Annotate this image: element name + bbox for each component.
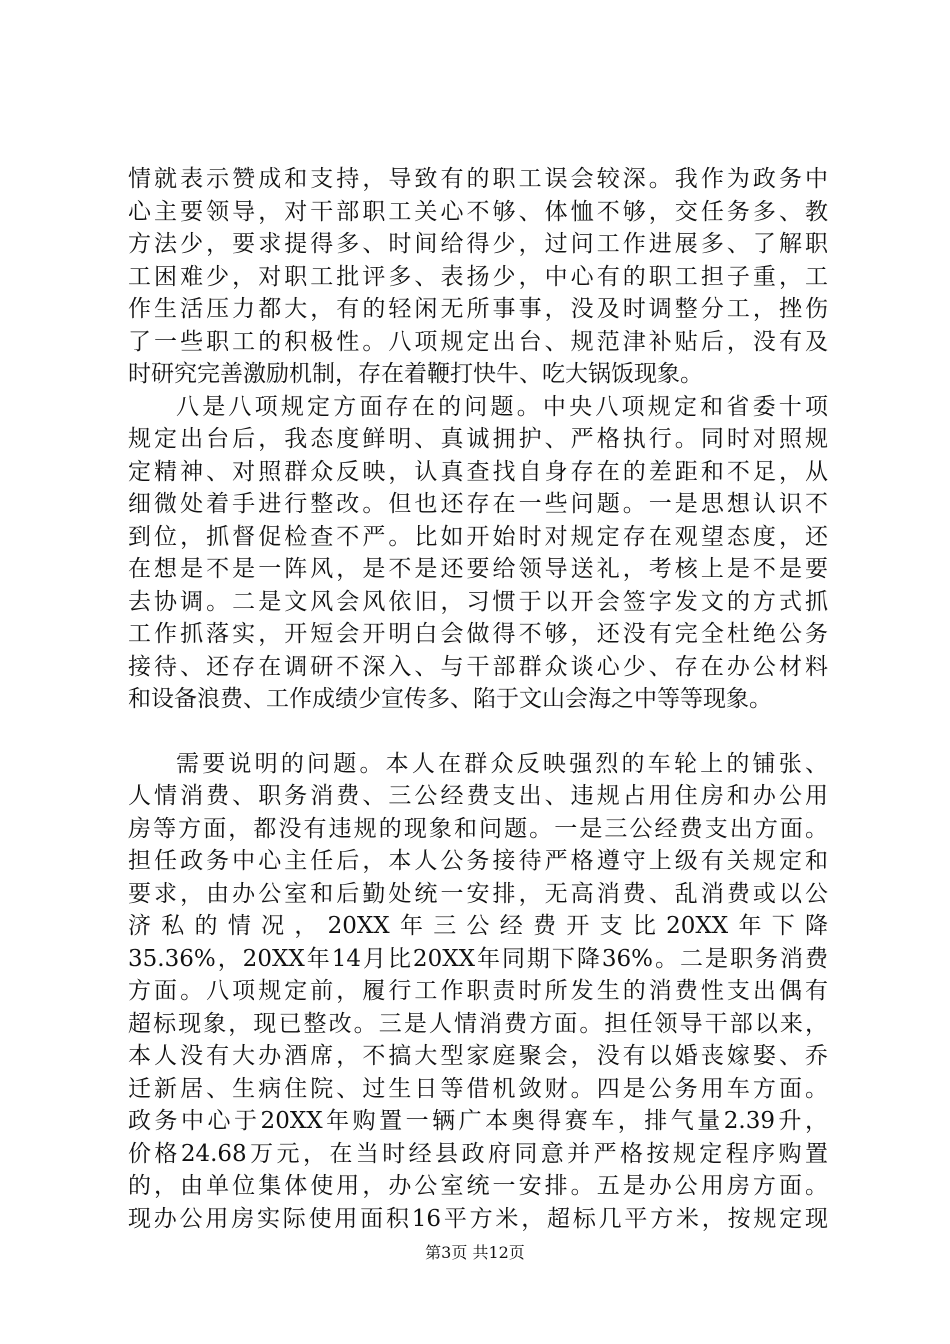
text-line: 政务中心于20XX年购置一辆广本奥得赛车，排气量2.39升， — [128, 1108, 828, 1134]
text-line: 接待、还存在调研不深入、与干部群众谈心少、存在办公材料 — [128, 653, 828, 680]
text-line: 定精神、对照群众反映，认真查找自身存在的差距和不足，从 — [128, 458, 828, 485]
text-line: 现办公用房实际使用面积16平方米，超标几平方米，按规定现 — [128, 1205, 828, 1232]
paragraph-1 — [128, 163, 828, 391]
text-line: 作生活压力都大，有的轻闲无所事事，没及时调整分工，挫伤 — [128, 296, 828, 322]
document-body — [128, 163, 828, 1235]
text-line: 心主要领导，对干部职工关心不够、体恤不够，交任务多、教 — [128, 198, 828, 225]
text-line: 时研究完善激励机制，存在着鞭打快牛、吃大锅饭现象。 — [128, 361, 703, 387]
text-line: 和设备浪费、工作成绩少宣传多、陷于文山会海之中等等现象。 — [128, 686, 772, 712]
text-line: 要求，由办公室和后勤处统一安排，无高消费、乱消费或以公 — [128, 880, 828, 907]
text-line: 迁新居、生病住院、过生日等借机敛财。四是公务用车方面。 — [128, 1075, 828, 1102]
text-line: 价格24.68万元，在当时经县政府同意并严格按规定程序购置 — [128, 1140, 828, 1167]
text-line: 在想是不是一阵风，是不是还要给领导送礼，考核上是不是要 — [128, 556, 828, 582]
text-line: 了一些职工的积极性。八项规定出台、规范津补贴后，没有及 — [128, 328, 828, 355]
text-line: 方面。八项规定前，履行工作职责时所发生的消费性支出偶有 — [128, 978, 828, 1004]
text-line: 去协调。二是文风会风依旧，习惯于以开会签字发文的方式抓 — [128, 588, 828, 615]
text-line: 的，由单位集体使用，办公室统一安排。五是办公用房方面。 — [128, 1173, 828, 1199]
text-line: 工作抓落实，开短会开明白会做得不够，还没有完全杜绝公务 — [128, 621, 828, 647]
text-line: 八是八项规定方面存在的问题。中央八项规定和省委十项 — [176, 393, 828, 420]
text-line: 方法少，要求提得多、时间给得少，过问工作进展多、了解职 — [128, 231, 828, 257]
paragraph-3 — [128, 748, 828, 1236]
text-line: 本人没有大办酒席，不搞大型家庭聚会，没有以婚丧嫁娶、乔 — [128, 1043, 828, 1069]
text-line: 需要说明的问题。本人在群众反映强烈的车轮上的铺张、 — [176, 750, 828, 777]
text-line: 到位，抓督促检查不严。比如开始时对规定存在观望态度，还 — [128, 523, 828, 550]
text-line: 情就表示赞成和支持，导致有的职工误会较深。我作为政务中 — [128, 166, 828, 192]
text-line: 济私的情况，20XX年三公经费开支比20XX年下降 — [128, 913, 828, 939]
text-line: 35.36%，20XX年14月比20XX年同期下降36%。二是职务消费 — [128, 945, 828, 972]
text-line: 超标现象，现已整改。三是人情消费方面。担任领导干部以来， — [128, 1010, 828, 1037]
text-line: 细微处着手进行整改。但也还存在一些问题。一是思想认识不 — [128, 491, 828, 517]
paragraph-2 — [128, 391, 828, 716]
text-line: 人情消费、职务消费、三公经费支出、违规占用住房和办公用 — [128, 783, 828, 809]
text-line: 规定出台后，我态度鲜明、真诚拥护、严格执行。同时对照规 — [128, 426, 828, 452]
page-number-footer: 第3页 共12页 — [425, 1243, 525, 1262]
text-line: 房等方面，都没有违规的现象和问题。一是三公经费支出方面。 — [128, 815, 828, 842]
paragraph-spacer — [128, 716, 828, 748]
text-line: 工困难少，对职工批评多、表扬少，中心有的职工担子重，工 — [128, 263, 828, 290]
text-line: 担任政务中心主任后，本人公务接待严格遵守上级有关规定和 — [128, 848, 828, 874]
